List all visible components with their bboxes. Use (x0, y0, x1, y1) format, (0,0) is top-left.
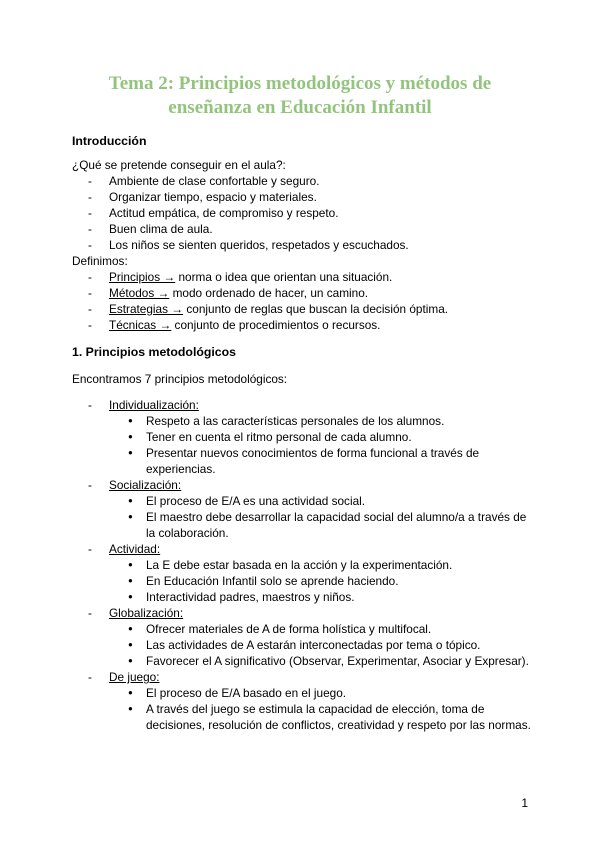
intro-list (72, 173, 409, 253)
list-item: - Los niños se sienten queridos, respetados y escuchados. (72, 237, 409, 253)
definition-item (72, 317, 448, 333)
definition-term: Principios → (109, 270, 176, 284)
sub-item: ● Respeto a las características personales de los alumnos. (109, 413, 532, 429)
principle-name: Actividad: (109, 542, 161, 556)
sub-item: ● Interactividad padres, maestros y niños. (109, 589, 532, 605)
definition-item (72, 301, 448, 317)
principle-sublist (109, 493, 532, 541)
definition-text: conjunto de procedimientos o recursos. (171, 318, 381, 332)
principle-sublist (109, 621, 532, 669)
sub-item: ● Favorecer el A significativo (Observar, Experimentar, Asociar y Expresar). (109, 653, 532, 669)
principle-name: De juego: (109, 670, 160, 684)
definition-term: Estrategias → (109, 302, 184, 316)
principle-name: Individualización: (109, 398, 199, 412)
principle-item (72, 397, 532, 477)
list-item: - Organizar tiempo, espacio y materiales. (72, 189, 409, 205)
sub-item: ● Presentar nuevos conocimientos de forma funcional a través de experiencias. (109, 445, 532, 477)
definition-item (72, 269, 448, 285)
document-title (60, 72, 540, 120)
principle-item (72, 669, 532, 733)
definition-term: Técnicas → (109, 318, 172, 332)
principles-list (72, 397, 532, 733)
sub-item: ● En Educación Infantil solo se aprende haciendo. (109, 573, 532, 589)
definition-text: modo ordenado de hacer, un camino. (169, 286, 369, 300)
definition-text: norma o idea que orientan una situación. (175, 270, 393, 284)
principle-name: Globalización: (109, 606, 184, 620)
sub-item: ● A través del juego se estimula la capacidad de elección, toma de decisiones, resolución de conflictos, creatividad y respeto por las normas. (109, 701, 532, 733)
list-item: - Actitud empática, de compromiso y respeto. (72, 205, 409, 221)
title-line-1: Tema 2: Principios metodológicos y métodos de (108, 73, 492, 94)
list-item: - Buen clima de aula. (72, 221, 409, 237)
sub-item: ● El proceso de E/A basado en el juego. (109, 685, 532, 701)
principle-sublist (109, 685, 532, 733)
definition-text: conjunto de reglas que buscan la decisión óptima. (183, 302, 449, 316)
page-number: 1 (521, 796, 528, 810)
sub-item: ● El maestro debe desarrollar la capacidad social del alumno/a a través de la colaboración. (109, 509, 532, 541)
definimos-label: Definimos: (72, 254, 128, 268)
sub-item: ● La E debe estar basada en la acción y la experimentación. (109, 557, 532, 573)
section-1-intro: Encontramos 7 principios metodológicos: (72, 372, 288, 386)
principle-item (72, 477, 532, 541)
title-line-2: enseñanza en Educación Infantil (168, 97, 432, 118)
principle-item (72, 541, 532, 605)
principle-sublist (109, 413, 532, 477)
definition-term: Métodos → (109, 286, 170, 300)
sub-item: ● Las actividades de A estarán interconectadas por tema o tópico. (109, 637, 532, 653)
intro-heading: Introducción (72, 134, 147, 148)
sub-item: ● El proceso de E/A es una actividad social. (109, 493, 532, 509)
section-1-heading: 1. Principios metodológicos (72, 345, 236, 359)
sub-item: ● Tener en cuenta el ritmo personal de cada alumno. (109, 429, 532, 445)
principle-item (72, 605, 532, 669)
intro-question: ¿Qué se pretende conseguir en el aula?: (72, 158, 286, 172)
principle-name: Socialización: (109, 478, 182, 492)
sub-item: ● Ofrecer materiales de A de forma holística y multifocal. (109, 621, 532, 637)
definitions-list (72, 269, 448, 333)
list-item: - Ambiente de clase confortable y seguro. (72, 173, 409, 189)
principle-sublist (109, 557, 532, 605)
definition-item (72, 285, 448, 301)
